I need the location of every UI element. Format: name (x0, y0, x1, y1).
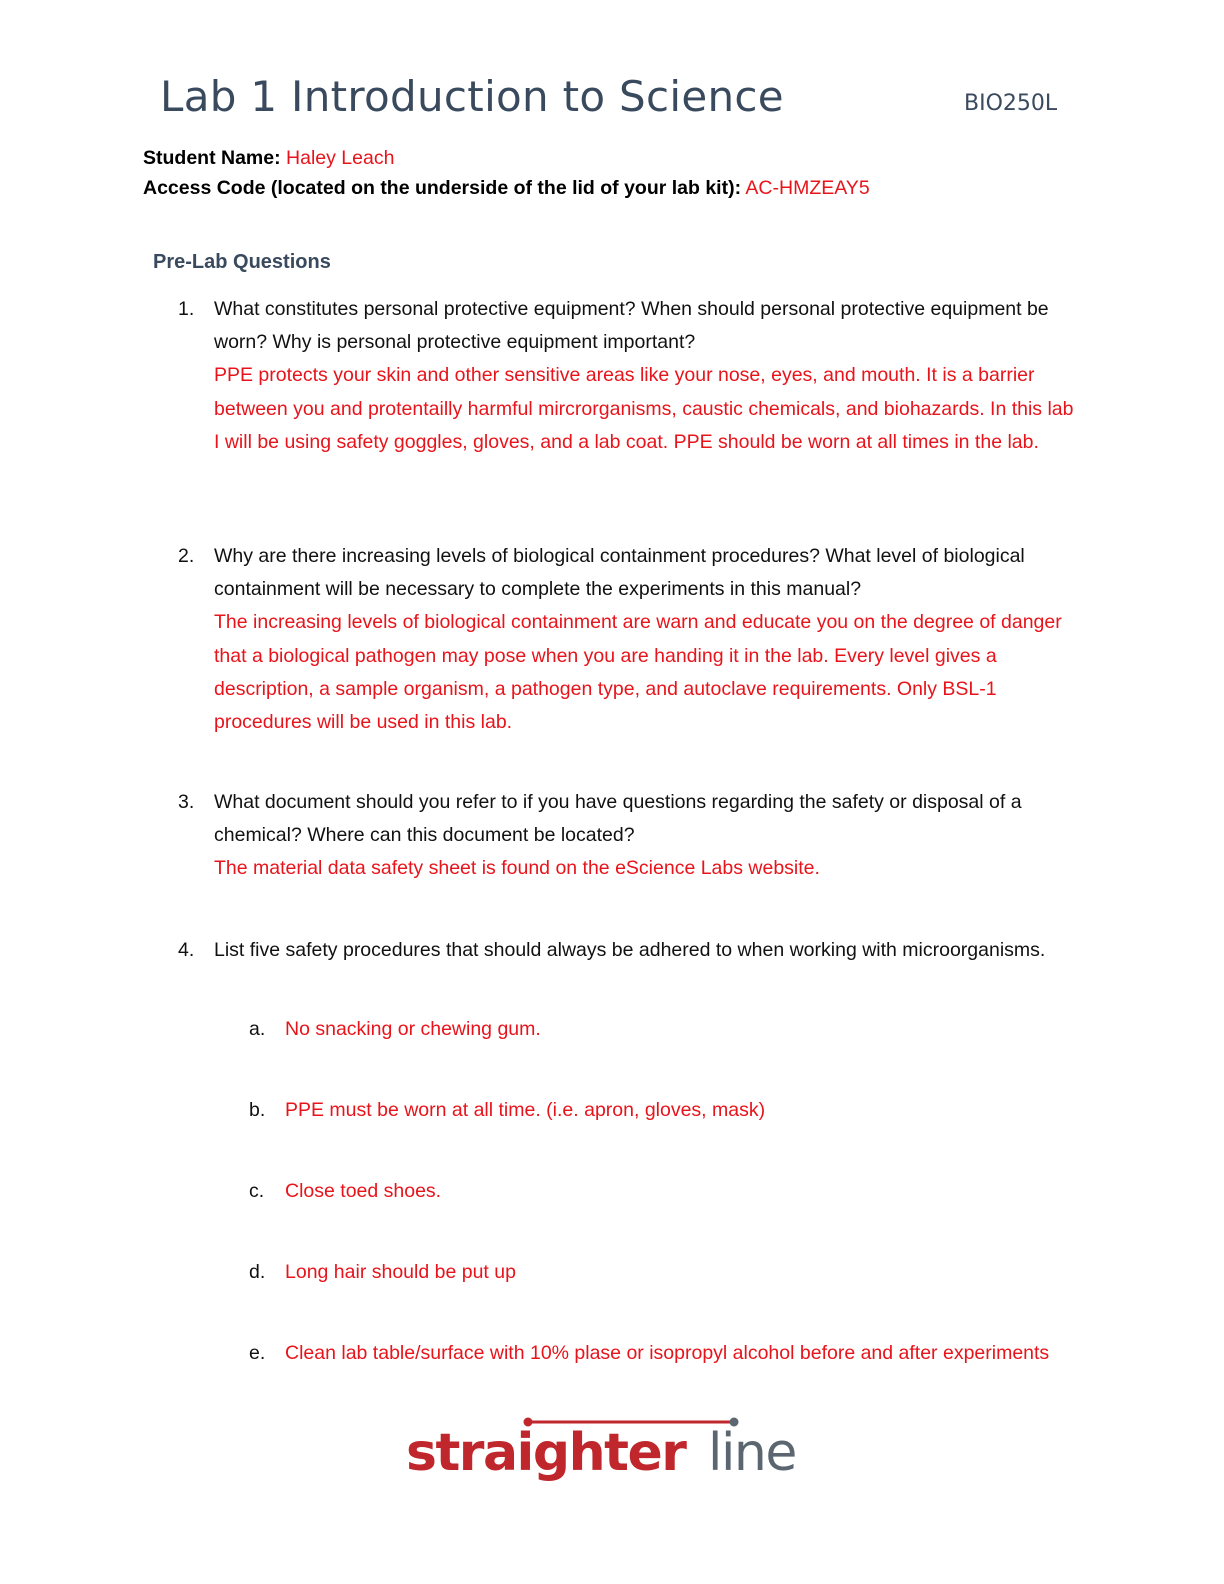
procedure-letter: d. (249, 1261, 266, 1283)
question-number: 3. (178, 791, 195, 813)
question-text: What constitutes personal protective equipment? When should personal protective equipment be worn? Why is personal protective equipment important? (214, 298, 1049, 354)
logo-text-primary: straighter (406, 1423, 686, 1483)
question-text: Why are there increasing levels of biological containment procedures? What level of biological containment will be necessary to complete the experiments in this manual? (214, 545, 1025, 601)
procedure-text: Long hair should be put up (285, 1261, 516, 1283)
answer-text: The material data safety sheet is found on the eScience Labs website. (214, 857, 820, 880)
student-name-line (143, 147, 394, 170)
logo-text-secondary: line (708, 1423, 796, 1483)
procedure-text: Clean lab table/surface with 10% plase or isopropyl alcohol before and after experiments (285, 1342, 1050, 1364)
question-text: What document should you refer to if you have questions regarding the safety or disposal of a chemical? Where can this document be located? (214, 791, 1022, 847)
student-name-label: Student Name: (143, 147, 281, 169)
procedure-text: PPE must be worn at all time. (i.e. apron, gloves, mask) (285, 1099, 766, 1121)
procedure-letter: c. (249, 1180, 265, 1202)
procedure-text: No snacking or chewing gum. (285, 1018, 541, 1040)
student-name-value: Haley Leach (286, 147, 395, 169)
procedure-letter: b. (249, 1099, 266, 1121)
procedure-letter: e. (249, 1342, 266, 1364)
access-code-value: AC-HMZEAY5 (745, 177, 870, 199)
procedure-letter: a. (249, 1018, 266, 1040)
question-text: List five safety procedures that should always be adhered to when working with microorganisms. (214, 939, 1046, 961)
document-title: Lab 1 Introduction to Science (160, 72, 784, 121)
answer-text: PPE protects your skin and other sensitive areas like your nose, eyes, and mouth. It is a barrier between you and protentailly harmful mircrorganisms, caustic chemicals, and biohazards. In this lab I will be using safety goggles, gloves, and a lab coat. PPE should be worn at all times in the lab. (214, 364, 1074, 453)
question-number: 2. (178, 545, 195, 567)
section-heading: Pre-Lab Questions (153, 251, 331, 273)
procedure-text: Close toed shoes. (285, 1180, 442, 1202)
access-code-line (143, 177, 870, 200)
course-code: BIO250L (964, 91, 1058, 116)
answer-text: The increasing levels of biological containment are warn and educate you on the degree of danger that a biological pathogen may pose when you are handing it in the lab. Every level gives a description, a sample organism, a pathogen type, and autoclave requirements. Only BSL-1 procedures will be used in this lab. (214, 611, 1062, 734)
question-number: 1. (178, 298, 195, 320)
question-number: 4. (178, 939, 195, 961)
access-code-label: Access Code (located on the underside of the lid of your lab kit): (143, 177, 742, 199)
straighterline-logo (406, 1408, 806, 1498)
